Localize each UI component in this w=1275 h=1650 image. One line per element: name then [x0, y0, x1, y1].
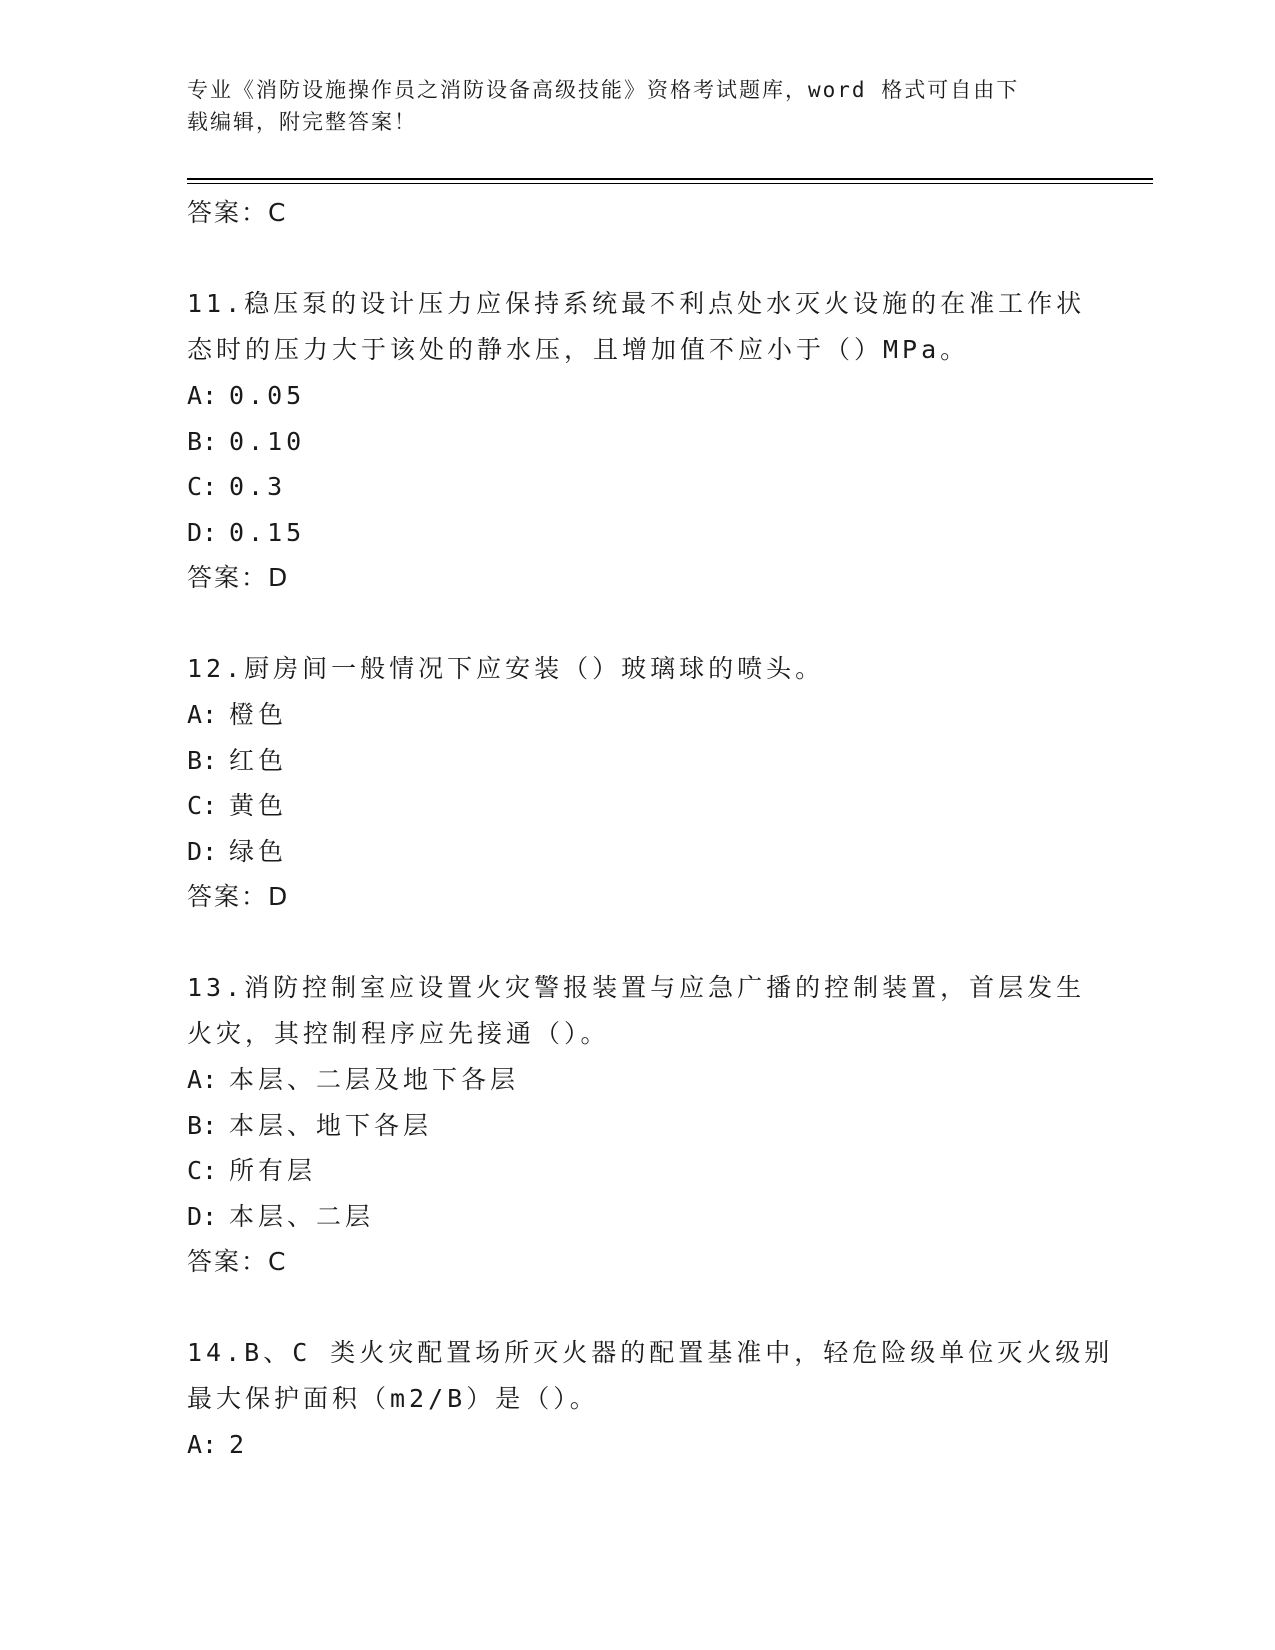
option-b: B: 0.10	[187, 426, 306, 456]
option-d: D: 本层、二层	[187, 1201, 375, 1231]
header-divider-thin	[187, 183, 1153, 184]
question-text	[187, 1330, 1114, 1422]
option-c: C: 0.3	[187, 472, 287, 501]
previous-answer: 答案：C	[187, 198, 288, 227]
question-line: 态时的压力大于该处的静水压，且增加值不应小于（）MPa。	[187, 335, 970, 364]
option-b: B: 红色	[187, 745, 288, 775]
question-text	[187, 281, 1087, 373]
option-d: D: 绿色	[187, 836, 288, 866]
question-line: 14.B、C 类火灾配置场所灭火器的配置基准中，轻危险级单位灭火级别	[187, 1338, 1114, 1367]
option-b: B: 本层、地下各层	[187, 1110, 433, 1140]
option-c: C: 黄色	[187, 791, 288, 820]
document-header	[187, 74, 1087, 138]
question-line: 12.厨房间一般情况下应安装（）玻璃球的喷头。	[187, 654, 825, 683]
question-text	[187, 646, 1087, 692]
answer: 答案：D	[187, 563, 290, 592]
question-list	[187, 190, 1114, 1468]
question-line: 13.消防控制室应设置火灾警报装置与应急广播的控制装置，首层发生	[187, 973, 1086, 1002]
answer: 答案：D	[187, 882, 290, 911]
question-14	[187, 1330, 1114, 1468]
option-d: D: 0.15	[187, 517, 306, 547]
header-line-1: 专业《消防设施操作员之消防设备高级技能》资格考试题库，word 格式可自由下	[187, 78, 1020, 102]
question-line: 11.稳压泵的设计压力应保持系统最不利点处水灭火设施的在准工作状	[187, 289, 1086, 318]
question-line: 最大保护面积（m2/B）是（）。	[187, 1384, 599, 1413]
option-c: C: 所有层	[187, 1156, 317, 1185]
option-a: A: 2	[187, 1430, 249, 1459]
question-line: 火灾，其控制程序应先接通（）。	[187, 1019, 610, 1048]
option-a: A: 橙色	[187, 700, 288, 729]
header-divider-thick	[187, 178, 1153, 180]
question-11	[187, 281, 1087, 600]
header-line-2: 载编辑，附完整答案！	[187, 110, 417, 134]
option-a: A: 0.05	[187, 381, 306, 410]
question-12	[187, 646, 1087, 919]
question-13	[187, 965, 1087, 1284]
question-text	[187, 965, 1087, 1057]
answer: 答案：C	[187, 1247, 288, 1276]
option-a: A: 本层、二层及地下各层	[187, 1065, 520, 1094]
